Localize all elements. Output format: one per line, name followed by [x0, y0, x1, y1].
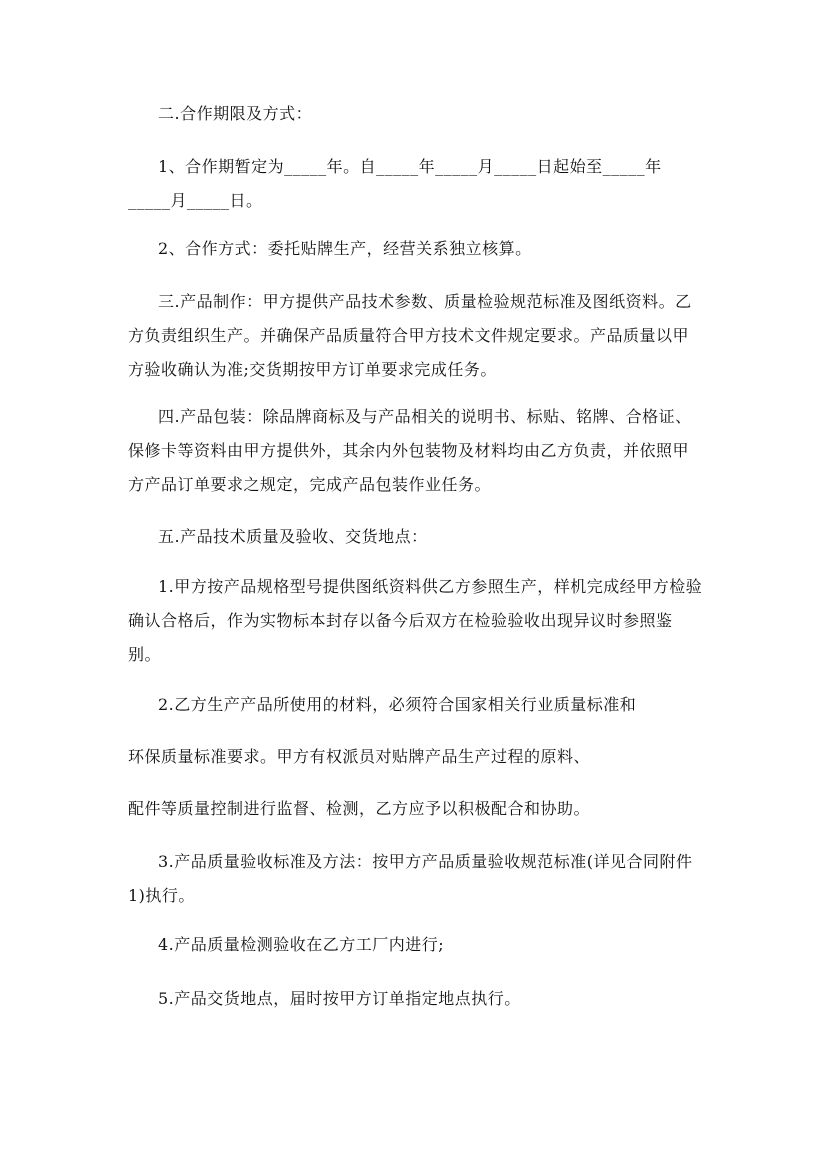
section-2-heading: 二.合作期限及方式：: [158, 104, 313, 123]
clause-5-2-line-1: 2.乙方生产产品所使用的材料，必须符合国家相关行业质量标准和: [158, 695, 637, 714]
clause-5-5: 5.产品交货地点，届时按甲方订单指定地点执行。: [158, 989, 521, 1008]
clause-2-1: 1、合作期暂定为_____年。自_____年_____月_____日起始至_____年_____月_____日。: [128, 157, 662, 210]
clause-5-1: 1.甲方按产品规格型号提供图纸资料供乙方参照生产，样机完成经甲方检验确认合格后，作为实物标本封存以备今后双方在检验验收出现异议时参照鉴别。: [128, 577, 703, 664]
clause-2-2: 2、合作方式：委托贴牌生产，经营关系独立核算。: [158, 239, 532, 258]
clause-5-2-line-3: 配件等质量控制进行监督、检测，乙方应予以积极配合和协助。: [128, 799, 591, 818]
section-3-paragraph: 三.产品制作：甲方提供产品技术参数、质量检验规范标准及图纸资料。乙方负责组织生产。并确保产品质量符合甲方技术文件规定要求。产品质量以甲方验收确认为准;交货期按甲方订单要求完成任务。: [128, 292, 692, 379]
clause-5-4: 4.产品质量检测验收在乙方工厂内进行;: [158, 935, 445, 954]
section-4-paragraph: 四.产品包装：除品牌商标及与产品相关的说明书、标贴、铭牌、合格证、保修卡等资料由甲方提供外，其余内外包装物及材料均由乙方负责，并依照甲方产品订单要求之规定，完成产品包装作业任务。: [128, 407, 692, 494]
clause-5-2-line-2: 环保质量标准要求。甲方有权派员对贴牌产品生产过程的原料、: [128, 747, 591, 766]
clause-5-3: 3.产品质量验收标准及方法：按甲方产品质量验收规范标准(详见合同附件1)执行。: [128, 852, 693, 905]
section-5-heading: 五.产品技术质量及验收、交货地点：: [158, 527, 428, 546]
